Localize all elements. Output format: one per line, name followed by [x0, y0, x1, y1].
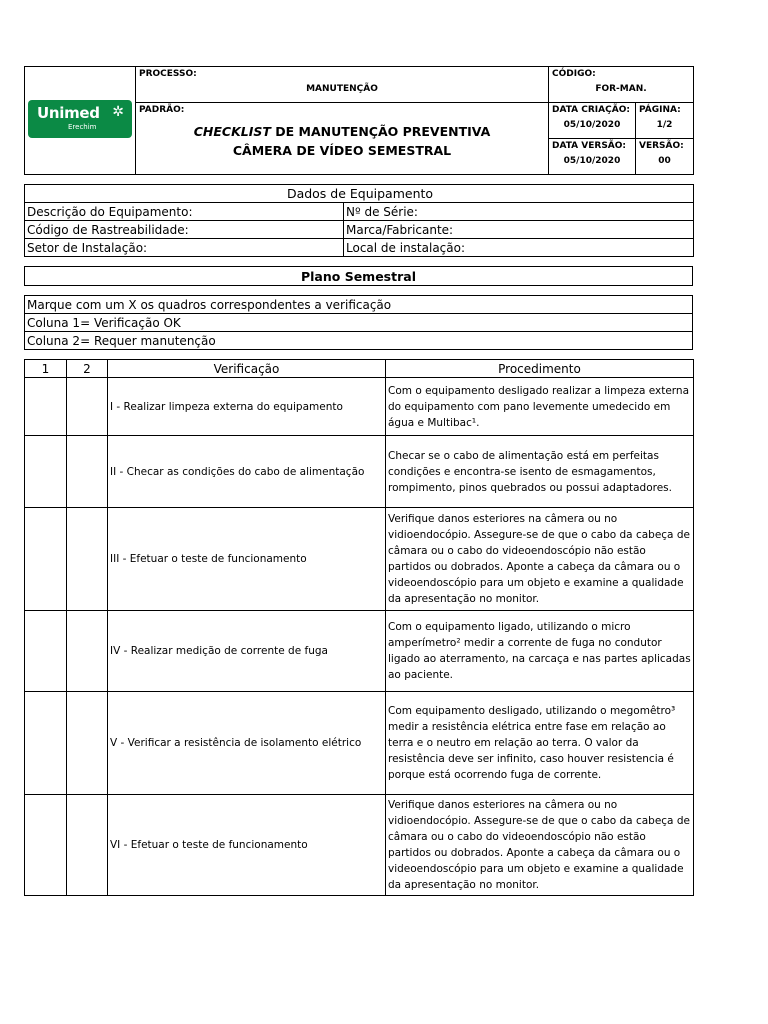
verificacao-cell: II - Checar as condições do cabo de alimentação: [108, 436, 386, 508]
descricao-field[interactable]: Descrição do Equipamento:: [25, 203, 344, 221]
check-manutencao-box[interactable]: [67, 378, 108, 436]
plano-title: Plano Semestral: [25, 267, 693, 286]
data-criacao-cell: [549, 103, 636, 139]
data-criacao-value: 05/10/2020: [563, 120, 621, 130]
procedimento-cell: Checar se o cabo de alimentação está em perfeitas condições e encontra-se isento de esmagamentos, rompimento, pinos quebrados ou possui adaptadores.: [386, 436, 694, 508]
versao-label: VERSÃO:: [639, 141, 684, 151]
codigo-label: CÓDIGO:: [552, 69, 596, 79]
processo-value: MANUTENÇÃO: [306, 84, 378, 94]
padrao-label: PADRÃO:: [139, 105, 185, 115]
codigo-cell: [549, 67, 694, 103]
instruction-line: Marque com um X os quadros correspondentes a verificação: [25, 296, 693, 314]
data-versao-value: 05/10/2020: [563, 156, 621, 166]
pagina-cell: [636, 103, 694, 139]
instruction-line: Coluna 2= Requer manutenção: [25, 332, 693, 350]
checklist-table: [24, 359, 694, 896]
codigo-value: FOR-MAN.: [595, 84, 647, 94]
logo-cell: [25, 67, 136, 175]
check-ok-box[interactable]: [25, 436, 67, 508]
check-ok-box[interactable]: [25, 378, 67, 436]
check-manutencao-box[interactable]: [67, 436, 108, 508]
equipment-data-table: [24, 184, 694, 257]
check-ok-box[interactable]: [25, 611, 67, 692]
local-field[interactable]: Local de instalação:: [344, 239, 694, 257]
verificacao-cell: I - Realizar limpeza externa do equipamento: [108, 378, 386, 436]
table-row: [25, 795, 694, 896]
table-row: [25, 692, 694, 795]
check-manutencao-box[interactable]: [67, 508, 108, 611]
check-ok-box[interactable]: [25, 795, 67, 896]
versao-cell: [636, 139, 694, 175]
processo-cell: [136, 67, 549, 103]
equipment-section-title: Dados de Equipamento: [25, 185, 694, 203]
table-row: [25, 611, 694, 692]
setor-field[interactable]: Setor de Instalação:: [25, 239, 344, 257]
procedimento-cell: Com o equipamento ligado, utilizando o micro amperímetro² medir a corrente de fuga no condutor ligado ao aterramento, na carcaça e nas partes aplicadas ao paciente.: [386, 611, 694, 692]
document-header: [24, 66, 694, 175]
document-title: CHECKLIST DE MANUTENÇÃO PREVENTIVA CÂMERA DE VÍDEO SEMESTRAL: [193, 124, 491, 158]
serie-field[interactable]: Nº de Série:: [344, 203, 694, 221]
check-ok-box[interactable]: [25, 508, 67, 611]
marca-field[interactable]: Marca/Fabricante:: [344, 221, 694, 239]
instructions-table: [24, 295, 693, 350]
verificacao-cell: III - Efetuar o teste de funcionamento: [108, 508, 386, 611]
logo-mark-icon: ✲: [112, 104, 124, 120]
check-ok-box[interactable]: [25, 692, 67, 795]
verificacao-cell: IV - Realizar medição de corrente de fuga: [108, 611, 386, 692]
procedimento-header: Procedimento: [386, 360, 694, 378]
data-versao-label: DATA VERSÃO:: [552, 141, 627, 151]
procedimento-cell: Verifique danos esteriores na câmera ou no vidioendocópio. Assegure-se de que o cabo da cabeça de câmara ou o cabo do videoendoscópio não estão partidos ou dobrados. Aponte a cabeça da câmara ou o videoendoscópio para um objeto e examine a qualidade da apresentação no monitor.: [386, 795, 694, 896]
table-row: [25, 378, 694, 436]
table-row: [25, 508, 694, 611]
verificacao-header: Verificação: [108, 360, 386, 378]
verificacao-cell: V - Verificar a resistência de isolamento elétrico: [108, 692, 386, 795]
check-manutencao-box[interactable]: [67, 611, 108, 692]
versao-value: 00: [658, 156, 671, 166]
check-manutencao-box[interactable]: [67, 795, 108, 896]
data-versao-cell: [549, 139, 636, 175]
processo-label: PROCESSO:: [139, 69, 197, 79]
col-2-header: 2: [67, 360, 108, 378]
verificacao-cell: VI - Efetuar o teste de funcionamento: [108, 795, 386, 896]
pagina-value: 1/2: [656, 120, 673, 130]
plano-table: [24, 266, 693, 286]
table-row: [25, 436, 694, 508]
unimed-logo: Unimed ✲ Erechim: [28, 100, 132, 138]
procedimento-cell: Com equipamento desligado, utilizando o megomêtro³ medir a resistência elétrica entre fase em relação ao terra e o neutro em relação ao terra. O valor da resistência deve ser infinito, caso houver resistencia é porque está ocorrendo fuga de corrente.: [386, 692, 694, 795]
instruction-line: Coluna 1= Verificação OK: [25, 314, 693, 332]
title-cell: [136, 103, 549, 175]
pagina-label: PÁGINA:: [639, 105, 681, 115]
check-manutencao-box[interactable]: [67, 692, 108, 795]
codigo-rastreabilidade-field[interactable]: Código de Rastreabilidade:: [25, 221, 344, 239]
col-1-header: 1: [25, 360, 67, 378]
procedimento-cell: Com o equipamento desligado realizar a limpeza externa do equipamento com pano levemente umedecido em água e Multibac¹.: [386, 378, 694, 436]
procedimento-cell: Verifique danos esteriores na câmera ou no vidioendocópio. Assegure-se de que o cabo da cabeça de câmara ou o cabo do videoendoscópio não estão partidos ou dobrados. Aponte a cabeça da câmara ou o videoendoscópio para um objeto e examine a qualidade da apresentação no monitor.: [386, 508, 694, 611]
data-criacao-label: DATA CRIAÇÃO:: [552, 105, 630, 115]
